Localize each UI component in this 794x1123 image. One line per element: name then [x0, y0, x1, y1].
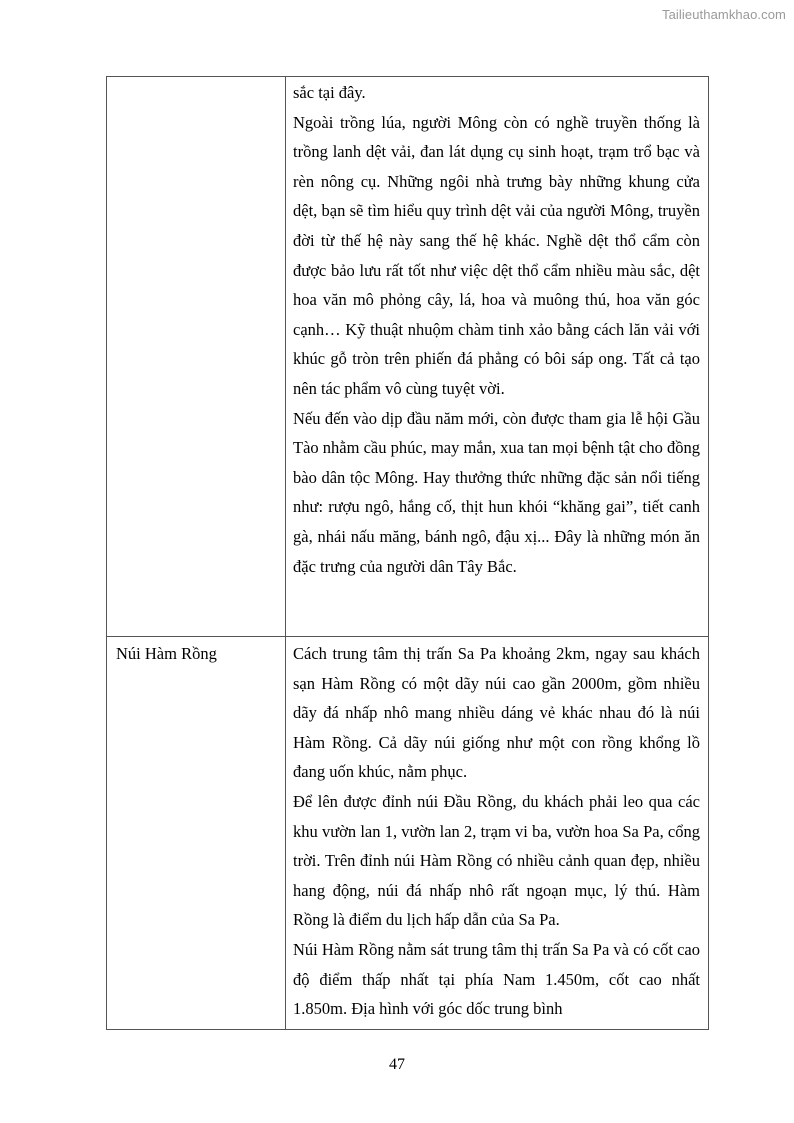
- watermark-text: Tailieuthamkhao.com: [661, 7, 786, 22]
- paragraph: Để lên được đỉnh núi Đầu Rồng, du khách phải leo qua các khu vườn lan 1, vườn lan 2, trạm vi ba, vườn hoa Sa Pa, cổng trời. Trên đỉnh núi Hàm Rồng có nhiều cảnh quan đẹp, nhiều hang động, núi đá nhấp nhô rất ngoạn mục, lý thú. Hàm Rồng là điểm du lịch hấp dẫn của Sa Pa.: [293, 791, 700, 930]
- table-row: [107, 77, 709, 637]
- content-table: [106, 76, 709, 1030]
- paragraph: Nếu đến vào dịp đầu năm mới, còn được tham gia lễ hội Gầu Tào nhằm cầu phúc, may mắn, xua tan mọi bệnh tật cho đồng bào dân tộc Mông. Hay thưởng thức những đặc sản nổi tiếng như: rượu ngô, hắng cố, thịt hun khói “khăng gai”, tiết canh gà, nhái nấu măng, bánh ngô, đậu xị... Đây là những món ăn đặc trưng của người dân Tây Bắc.: [293, 408, 700, 576]
- page-number: 47: [389, 1056, 405, 1073]
- paragraph: Cách trung tâm thị trấn Sa Pa khoảng 2km, ngay sau khách sạn Hàm Rồng có một dãy núi cao gần 2000m, gồm nhiều dãy đá nhấp nhô mang nhiều dáng vẻ khác nhau đó là núi Hàm Rồng. Cả dãy núi giống như một con rồng khổng lồ đang uốn khúc, nằm phục.: [293, 644, 700, 782]
- location-name-cell: Núi Hàm Rồng: [107, 637, 286, 1030]
- paragraph: Núi Hàm Rồng nằm sát trung tâm thị trấn Sa Pa và có cốt cao độ điểm thấp nhất tại phía Nam 1.450m, cốt cao nhất 1.850m. Địa hình với góc dốc trung bình: [293, 939, 700, 1019]
- paragraph: Ngoài trồng lúa, người Mông còn có nghề truyền thống là trồng lanh dệt vải, đan lát dụng cụ sinh hoạt, trạm trổ bạc và rèn nông cụ. Những ngôi nhà trưng bày những khung cửa dệt, bạn sẽ tìm hiểu quy trình dệt vải của người Mông, truyền đời từ thế hệ này sang thế hệ khác. Nghề dệt thổ cẩm còn được bảo lưu rất tốt như việc dệt thổ cẩm nhiều màu sắc, dệt hoa văn mô phỏng cây, lá, hoa và muông thú, hoa văn góc cạnh… Kỹ thuật nhuộm chàm tinh xảo bằng cách lăn vải với khúc gỗ tròn trên phiến đá phẳng có bôi sáp ong. Tất cả tạo nên tác phẩm vô cùng tuyệt vời.: [293, 112, 700, 398]
- description-cell: [286, 637, 709, 1030]
- location-name-cell: [107, 77, 286, 637]
- table-row: [107, 637, 709, 1030]
- description-cell: [286, 77, 709, 637]
- paragraph: sắc tại đây.: [293, 83, 366, 102]
